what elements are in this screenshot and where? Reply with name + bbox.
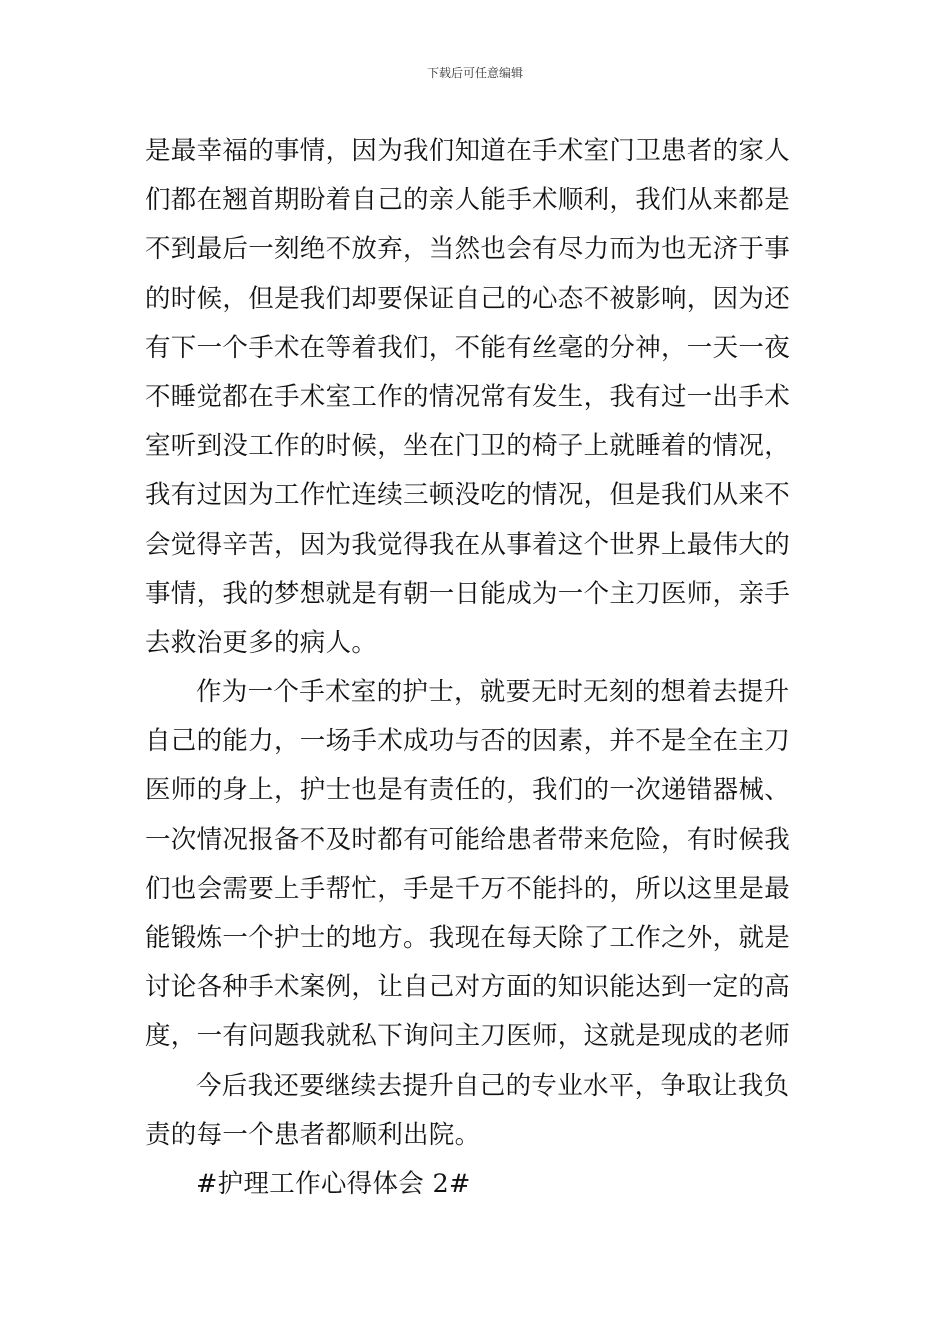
text-line: 室听到没工作的时候，坐在门卫的椅子上就睡着的情况， xyxy=(145,431,791,462)
text-line: 有下一个手术在等着我们，不能有丝毫的分神，一天一夜 xyxy=(145,332,791,363)
text-line: 自己的能力，一场手术成功与否的因素，并不是全在主刀 xyxy=(145,726,791,757)
text-line: 度，一有问题我就私下询问主刀医师，这就是现成的老师 xyxy=(145,1021,791,1052)
text-line: 能锻炼一个护士的地方。我现在每天除了工作之外，就是 xyxy=(145,923,791,953)
document-body xyxy=(145,127,810,1209)
text-line: 责的每一个患者都顺利出院。 xyxy=(145,1119,481,1150)
text-line: 我有过因为工作忙连续三顿没吃的情况，但是我们从来不 xyxy=(145,480,791,511)
text-line: 不到最后一刻绝不放弃，当然也会有尽力而为也无济于事 xyxy=(145,234,791,265)
page-header-note: 下载后可任意编辑 xyxy=(426,66,523,80)
text-line: 会觉得辛苦，因为我觉得我在从事着这个世界上最伟大的 xyxy=(145,529,791,560)
text-line: 一次情况报备不及时都有可能给患者带来危险，有时候我 xyxy=(145,824,791,855)
paragraph-1 xyxy=(145,127,810,668)
text-line: 们也会需要上手帮忙，手是千万不能抖的，所以这里是最 xyxy=(145,873,791,904)
text-line: 是最幸福的事情，因为我们知道在手术室门卫患者的家人 xyxy=(145,136,791,166)
text-line: 作为一个手术室的护士，就要无时无刻的想着去提升 xyxy=(196,677,790,708)
text-line: 今后我还要继续去提升自己的专业水平，争取让我负 xyxy=(196,1070,790,1101)
text-line: 不睡觉都在手术室工作的情况常有发生，我有过一出手术 xyxy=(145,381,791,412)
text-line: 们都在翘首期盼着自己的亲人能手术顺利，我们从来都是 xyxy=(145,185,791,216)
text-line: 事情，我的梦想就是有朝一日能成为一个主刀医师，亲手 xyxy=(145,578,791,609)
section-heading: #护理工作心得体会 2# xyxy=(196,1168,471,1199)
text-line: 医师的身上，护士也是有责任的，我们的一次递错器械、 xyxy=(145,775,791,806)
paragraph-2 xyxy=(145,668,810,1062)
text-line: 去救治更多的病人。 xyxy=(145,627,378,658)
paragraph-3 xyxy=(145,1062,810,1160)
text-line: 的时候，但是我们却要保证自己的心态不被影响，因为还 xyxy=(145,283,791,314)
text-line: 讨论各种手术案例，让自己对方面的知识能达到一定的高 xyxy=(145,972,791,1003)
